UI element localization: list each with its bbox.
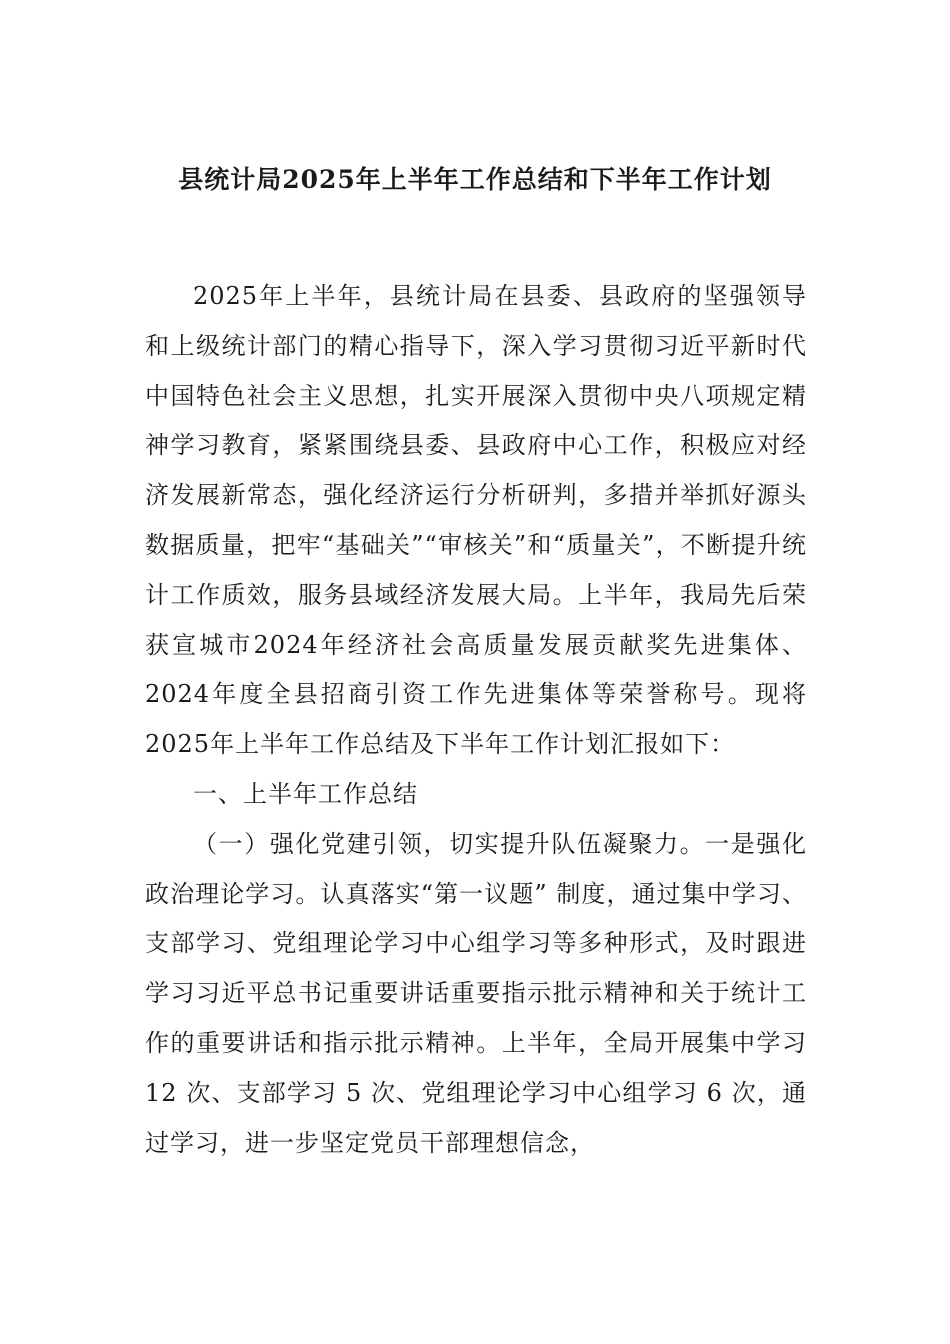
section-heading: 一、上半年工作总结 <box>193 779 418 808</box>
document-title: 县统计局2025年上半年工作总结和下半年工作计划 <box>178 165 772 194</box>
body-paragraph: （一）强化党建引领，切实提升队伍凝聚力。一是强化政治理论学习。认真落实“第一议题” 制度，通过集中学习、支部学习、党组理论学习中心组学习等多种形式，及时跟进学习习近平总书记重要讲话重要指示批示精神和关于统计工作的重要讲话和指示批示精神。上半年，全局开展集中学习 12 次、支部学习 5 次、党组理论学习中心组学习 6 次，通过学习，进一步坚定党员干部理想信念， <box>145 829 807 1157</box>
document-body <box>145 272 807 1168</box>
intro-paragraph: 2025年上半年，县统计局在县委、县政府的坚强领导和上级统计部门的精心指导下，深入学习贯彻习近平新时代中国特色社会主义思想，扎实开展深入贯彻中央八项规定精神学习教育，紧紧围绕县委、县政府中心工作，积极应对经济发展新常态，强化经济运行分析研判，多措并举抓好源头数据质量，把牢“基础关”“审核关”和“质量关”，不断提升统计工作质效，服务县域经济发展大局。上半年，我局先后荣获宣城市2024年经济社会高质量发展贡献奖先进集体、2024年度全县招商引资工作先进集体等荣誉称号。现将2025年上半年工作总结及下半年工作计划汇报如下： <box>145 282 807 759</box>
